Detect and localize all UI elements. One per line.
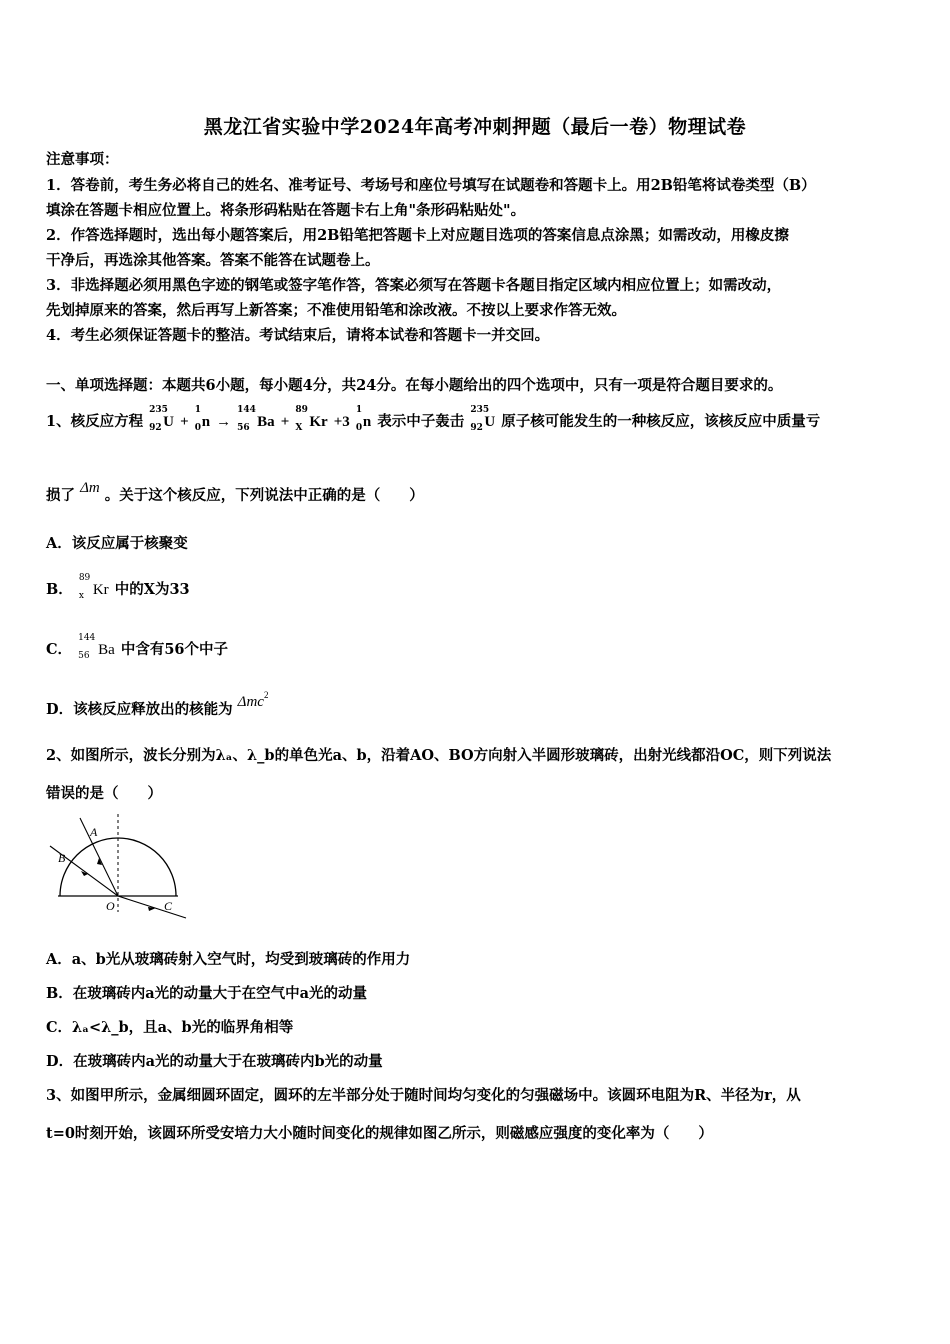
q1-line-1: 1、核反应方程 235 92 U + 1 0 n → 144 56 Ba + 89 X Kr +3 1 0 n 表示中子轰击 235 92 U 原子核可能发生的一种核反应，该核反应中质量亏 (46, 405, 821, 433)
nuclide-ba144: 144 56 Ba (237, 405, 275, 433)
section-heading: 一、单项选择题：本题共6小题，每小题4分，共24分。在每小题给出的四个选项中，只有一项是符合题目要求的。 (46, 377, 783, 394)
q3-line-2: t=0时刻开始，该圆环所受安培力大小随时间变化的规律如图乙所示，则磁感应强度的变化率为（ ） (46, 1125, 713, 1142)
q2-option-d: D．在玻璃砖内a光的动量大于在玻璃砖内b光的动量 (46, 1053, 383, 1070)
reaction-arrow: → (216, 414, 232, 430)
notice-line-1: 1．答卷前，考生务必将自己的姓名、准考证号、考场号和座位号填写在试题卷和答题卡上。用2B铅笔将试卷类型（B） (46, 177, 816, 194)
nuclide-neutron: 1 0 n (194, 405, 211, 433)
q1-option-c: C． 144 56 Ba 中含有56个中子 (46, 633, 229, 661)
nuclide-u235-target: 235 92 U (470, 405, 496, 433)
q3-line-1: 3、如图甲所示，金属细圆环固定，圆环的左半部分处于随时间均匀变化的匀强磁场中。该圆环电阻为R、半径为r，从 (46, 1087, 801, 1104)
q1-option-d: D．该核反应释放出的核能为 Δmc$^2$ (46, 690, 269, 718)
nuclide-neutron-2: 1 0 n (355, 405, 372, 433)
q2-option-a: A．a、b光从玻璃砖射入空气时，均受到玻璃砖的作用力 (46, 951, 411, 968)
label-a: A (90, 825, 98, 839)
nuclide-kr89: 89 X Kr (295, 405, 328, 433)
q2-line-2: 错误的是（ ） (46, 785, 162, 802)
notice-line-7: 4．考生必须保证答题卡的整洁。考试结束后，请将本试卷和答题卡一并交回。 (46, 327, 550, 344)
notice-line-6: 先划掉原来的答案，然后再写上新答案；不准使用铅笔和涂改液。不按以上要求作答无效。 (46, 302, 626, 319)
label-c: C (164, 899, 173, 913)
notice-line-3: 2．作答选择题时，选出每小题答案后，用2B铅笔把答题卡上对应题目选项的答案信息点涂黑；如需改动，用橡皮擦 (46, 227, 789, 244)
semicircle-glass-figure (44, 812, 194, 924)
q1-option-b: B． 89 x Kr 中的X为33 (46, 573, 190, 601)
delta-m: Δm (80, 480, 100, 496)
q1-prefix: 1、核反应方程 (46, 413, 144, 430)
notice-line-2: 填涂在答题卡相应位置上。将条形码粘贴在答题卡右上角"条形码粘贴处"。 (46, 202, 526, 219)
q2-option-c: C．λₐ<λ_b，且a、b光的临界角相等 (46, 1019, 294, 1036)
notice-heading: 注意事项： (46, 151, 119, 168)
q1-option-a: A．该反应属于核聚变 (46, 535, 188, 552)
notice-line-5: 3．非选择题必须用黑色字迹的钢笔或签字笔作答，答案必须写在答题卡各题目指定区域内相应位置上；如需改动， (46, 277, 782, 294)
page-title: 黑龙江省实验中学2024年高考冲刺押题（最后一卷）物理试卷 (203, 116, 747, 138)
label-b: B (58, 851, 66, 865)
notice-line-4: 干净后，再选涂其他答案。答案不能答在试题卷上。 (46, 252, 380, 269)
q2-option-b: B．在玻璃砖内a光的动量大于在空气中a光的动量 (46, 985, 368, 1002)
q2-line-1: 2、如图所示，波长分别为λₐ、λ_b的单色光a、b，沿着AO、BO方向射入半圆形玻璃砖，出射光线都沿OC，则下列说法 (46, 747, 832, 764)
q1-line-2: 损了 Δm 。关于这个核反应，下列说法中正确的是（ ） (46, 480, 424, 504)
nuclide-u235: 235 92 U (149, 405, 174, 433)
label-o: O (106, 899, 115, 913)
